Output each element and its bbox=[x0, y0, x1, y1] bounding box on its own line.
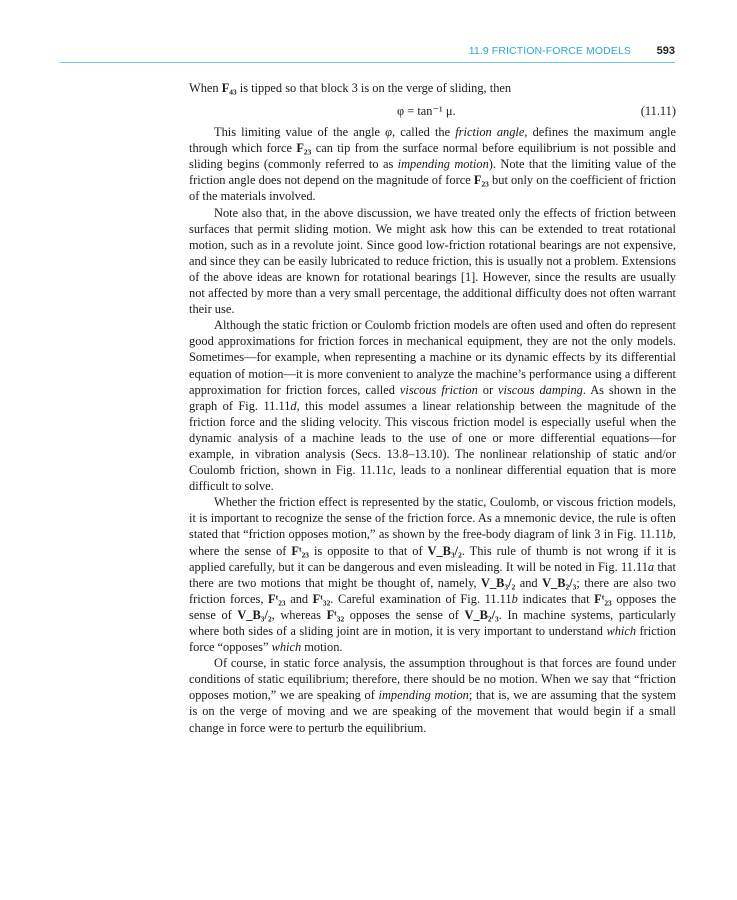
section-title: 11.9 FRICTION-FORCE MODELS bbox=[468, 45, 631, 57]
paragraph-friction-angle: This limiting value of the angle φ, called the friction angle, defines the maximum angle through which force F₂₃ can tip from the surface normal before equilibrium is not possible and sliding begins (commonly referred to as impending motion). Note that the limiting value of the friction angle does not depend on the magnitude of force F₂₃ but only on the coefficient of friction of the materials involved. bbox=[189, 125, 676, 204]
paragraph-viscous-friction: Although the static friction or Coulomb friction models are often used and often do represent good approximations for friction forces in mechanical equipment, they are not the only models. Sometimes—for example, when representing a machine or its dynamic effects by its differential equation of motion—it is more convenient to analyze the machine’s performance using a different approximation for friction forces, called viscous friction or viscous damping. As shown in the graph of Fig. 11.11d, this model assumes a linear relationship between the magnitude of the friction force and the sliding velocity. This viscous friction model is especially useful when the dynamic analysis of a machine leads to the use of one or more differential equations—for example, in vibration analysis (Secs. 13.8–13.10). The nonlinear relationship of static and/or Coulomb friction, shown in Fig. 11.11c, leads to a nonlinear differential equation that is more difficult to solve. bbox=[189, 318, 676, 494]
term-friction-angle: friction angle bbox=[455, 125, 525, 140]
equation-11-11 bbox=[189, 96, 676, 124]
paragraph-impending-motion: Of course, in static force analysis, the assumption throughout is that forces are found under conditions of static equilibrium; therefore, there should be no motion. When we say that “friction opposes motion,” we are speaking of impending motion; that is, we are assuming that the system is on the verge of moving and we are speaking of the movement that would begin if a small change in force were to perturb the equilibrium. bbox=[189, 656, 677, 735]
symbol-F43: F₄₃ bbox=[221, 81, 237, 95]
running-header bbox=[0, 41, 737, 63]
paragraph-rotational-bearings: Note also that, in the above discussion, we have treated only the effects of friction between surfaces that permit sliding motion. We might ask how this can be extended to treat rotational motion, such as in a revolute joint. Since good low-friction rotational bearings are not expensive, and since they can be easily lubricated to reduce friction, this is usually not a problem. Extensions of the above ideas are known for rotational bearings [1]. However, since the results are usually not affected by more than a very small percentage, the additional difficulty does not often warrant their use. bbox=[189, 205, 676, 317]
paragraph-friction-sense: Whether the friction effect is represented by the static, Coulomb, or viscous friction models, it is important to recognize the sense of the friction force. As a mnemonic device, the rule is often stated that “friction opposes motion,” as shown by the free-body diagram of link 3 in Fig. 11.11b, where the sense of Fᵗ₂₃ is opposite to that of V_B₃/₂. This rule of thumb is not wrong if it is applied carefully, but it can be dangerous and even misleading. It will be noted in Fig. 11.11a that there are two motions that might be thought of, namely, V_B₃/₂ and V_B₂/₃; there are also two friction forces, Fᵗ₂₃ and Fᵗ₃₂. Careful examination of Fig. 11.11b indicates that Fᵗ₂₃ opposes the sense of V_B₃/₂, whereas Fᵗ₃₂ opposes the sense of V_B₂/₃. In machine systems, particularly where both sides of a sliding joint are in motion, it is very important to understand which friction force “opposes” which motion. bbox=[189, 495, 677, 655]
equation-number: (11.11) bbox=[640, 104, 676, 119]
page-number: 593 bbox=[656, 45, 675, 57]
page-body bbox=[189, 80, 676, 736]
paragraph-intro: When F₄₃ is tipped so that block 3 is on the verge of sliding, then bbox=[189, 81, 512, 95]
header-rule bbox=[60, 62, 675, 63]
equation-expression: φ = tan⁻¹ μ. bbox=[397, 104, 456, 119]
